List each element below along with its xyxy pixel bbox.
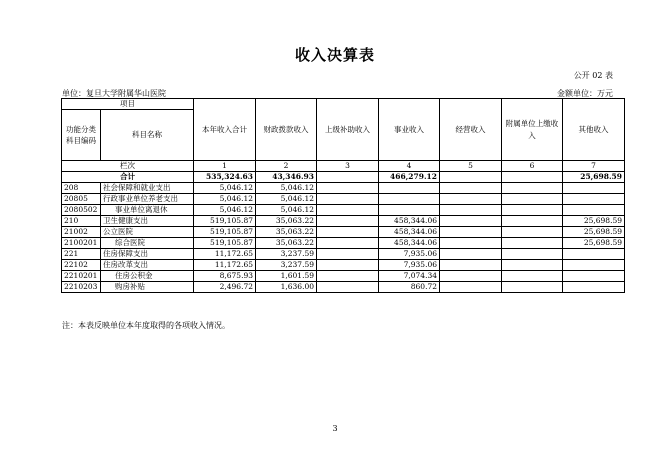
page-title: 收入决算表 xyxy=(294,46,375,64)
table-row xyxy=(62,205,625,216)
amount-cell: 5,046.12 xyxy=(256,183,317,194)
amount-cell: 11,172.65 xyxy=(194,260,256,271)
amount-cell xyxy=(317,238,379,249)
header-business-income: 事业收入 xyxy=(379,99,440,161)
amount-cell xyxy=(440,260,502,271)
amount-cell: 860.72 xyxy=(379,282,440,293)
column-number: 2 xyxy=(256,161,317,172)
income-table xyxy=(61,98,625,293)
subject-name: 住房改革支出 xyxy=(101,260,194,271)
subject-name: 卫生健康支出 xyxy=(101,216,194,227)
function-code: 2100201 xyxy=(62,238,101,249)
amount-cell: 5,046.12 xyxy=(256,205,317,216)
column-number: 3 xyxy=(317,161,379,172)
amount-cell xyxy=(502,271,563,282)
amount-cell: 35,063.22 xyxy=(256,216,317,227)
function-code: 221 xyxy=(62,249,101,260)
page-number: 3 xyxy=(332,424,338,433)
column-label: 栏次 xyxy=(62,161,194,172)
function-code: 2210203 xyxy=(62,282,101,293)
amount-cell: 35,063.22 xyxy=(256,227,317,238)
amount-cell xyxy=(502,205,563,216)
amount-cell xyxy=(563,271,625,282)
table-row xyxy=(62,260,625,271)
header-item: 项目 xyxy=(62,99,194,110)
function-code: 22102 xyxy=(62,260,101,271)
amount-cell: 519,105.87 xyxy=(194,238,256,249)
amount-cell xyxy=(440,227,502,238)
amount-cell xyxy=(317,271,379,282)
subject-name: 公立医院 xyxy=(101,227,194,238)
amount-cell xyxy=(379,183,440,194)
subject-name: 行政事业单位养老支出 xyxy=(101,194,194,205)
amount-cell xyxy=(502,194,563,205)
subject-name: 住房公积金 xyxy=(101,271,194,282)
amount-cell: 519,105.87 xyxy=(194,216,256,227)
amount-cell xyxy=(440,216,502,227)
amount-cell xyxy=(440,282,502,293)
amount-cell: 519,105.87 xyxy=(194,227,256,238)
table-note: 注：本表反映单位本年度取得的各项收入情况。 xyxy=(62,321,230,330)
total-row xyxy=(62,172,625,183)
amount-cell: 458,344.06 xyxy=(379,216,440,227)
amount-cell xyxy=(440,271,502,282)
amount-cell xyxy=(317,282,379,293)
form-code: 公开 02 表 xyxy=(573,71,613,80)
total-value: 535,324.63 xyxy=(194,172,256,183)
header-total-income: 本年收入合计 xyxy=(194,99,256,161)
subject-name: 事业单位离退休 xyxy=(101,205,194,216)
amount-cell xyxy=(317,216,379,227)
amount-cell xyxy=(440,183,502,194)
amount-cell: 3,237.59 xyxy=(256,249,317,260)
amount-cell xyxy=(563,260,625,271)
amount-cell xyxy=(317,249,379,260)
amount-cell: 3,237.59 xyxy=(256,260,317,271)
header-affiliated-income: 附属单位上缴收入 xyxy=(502,99,563,161)
amount-cell xyxy=(440,249,502,260)
subject-name: 社会保障和就业支出 xyxy=(101,183,194,194)
amount-cell xyxy=(563,282,625,293)
amount-cell: 458,344.06 xyxy=(379,238,440,249)
amount-cell xyxy=(502,216,563,227)
total-value xyxy=(502,172,563,183)
amount-cell: 11,172.65 xyxy=(194,249,256,260)
currency-unit: 金额单位：万元 xyxy=(557,89,613,98)
amount-cell xyxy=(317,205,379,216)
header-function-code: 功能分类科目编码 xyxy=(62,110,101,161)
amount-cell xyxy=(563,249,625,260)
reporting-unit: 单位：复旦大学附属华山医院 xyxy=(62,89,166,98)
amount-cell: 5,046.12 xyxy=(256,194,317,205)
table-row xyxy=(62,271,625,282)
amount-cell xyxy=(317,227,379,238)
column-number: 1 xyxy=(194,161,256,172)
amount-cell xyxy=(440,205,502,216)
column-number: 7 xyxy=(563,161,625,172)
amount-cell: 1,601.59 xyxy=(256,271,317,282)
total-value: 43,346.93 xyxy=(256,172,317,183)
amount-cell: 2,496.72 xyxy=(194,282,256,293)
table-row xyxy=(62,238,625,249)
header-fiscal-income: 财政拨款收入 xyxy=(256,99,317,161)
amount-cell: 1,636.00 xyxy=(256,282,317,293)
amount-cell: 25,698.59 xyxy=(563,227,625,238)
subject-name: 综合医院 xyxy=(101,238,194,249)
amount-cell: 8,675.93 xyxy=(194,271,256,282)
table-row xyxy=(62,183,625,194)
function-code: 208 xyxy=(62,183,101,194)
amount-cell xyxy=(317,194,379,205)
table-row xyxy=(62,216,625,227)
amount-cell xyxy=(317,183,379,194)
header-other-income: 其他收入 xyxy=(563,99,625,161)
amount-cell xyxy=(379,205,440,216)
function-code: 20805 xyxy=(62,194,101,205)
amount-cell xyxy=(502,249,563,260)
amount-cell xyxy=(502,227,563,238)
header-superior-subsidy: 上级补助收入 xyxy=(317,99,379,161)
amount-cell: 5,046.12 xyxy=(194,183,256,194)
total-value xyxy=(440,172,502,183)
function-code: 21002 xyxy=(62,227,101,238)
amount-cell xyxy=(563,194,625,205)
column-number: 5 xyxy=(440,161,502,172)
column-number: 4 xyxy=(379,161,440,172)
amount-cell xyxy=(563,205,625,216)
total-value: 25,698.59 xyxy=(563,172,625,183)
function-code: 2080502 xyxy=(62,205,101,216)
function-code: 2210201 xyxy=(62,271,101,282)
amount-cell xyxy=(317,260,379,271)
amount-cell: 35,063.22 xyxy=(256,238,317,249)
header-subject-name: 科目名称 xyxy=(101,110,194,161)
function-code: 210 xyxy=(62,216,101,227)
header-operating-income: 经营收入 xyxy=(440,99,502,161)
amount-cell xyxy=(379,194,440,205)
subject-name: 购房补贴 xyxy=(101,282,194,293)
amount-cell xyxy=(502,238,563,249)
amount-cell: 458,344.06 xyxy=(379,227,440,238)
total-label: 合计 xyxy=(62,172,194,183)
column-number-row xyxy=(62,161,625,172)
table-row xyxy=(62,249,625,260)
amount-cell: 25,698.59 xyxy=(563,216,625,227)
amount-cell xyxy=(502,282,563,293)
amount-cell xyxy=(440,194,502,205)
total-value: 466,279.12 xyxy=(379,172,440,183)
amount-cell: 7,935.06 xyxy=(379,260,440,271)
amount-cell xyxy=(502,260,563,271)
table-row xyxy=(62,194,625,205)
amount-cell: 5,046.12 xyxy=(194,205,256,216)
amount-cell: 7,074.34 xyxy=(379,271,440,282)
subject-name: 住房保障支出 xyxy=(101,249,194,260)
amount-cell xyxy=(440,238,502,249)
amount-cell: 7,935.06 xyxy=(379,249,440,260)
table-row xyxy=(62,282,625,293)
amount-cell xyxy=(563,183,625,194)
column-number: 6 xyxy=(502,161,563,172)
amount-cell: 5,046.12 xyxy=(194,194,256,205)
total-value xyxy=(317,172,379,183)
amount-cell: 25,698.59 xyxy=(563,238,625,249)
amount-cell xyxy=(502,183,563,194)
table-row xyxy=(62,227,625,238)
